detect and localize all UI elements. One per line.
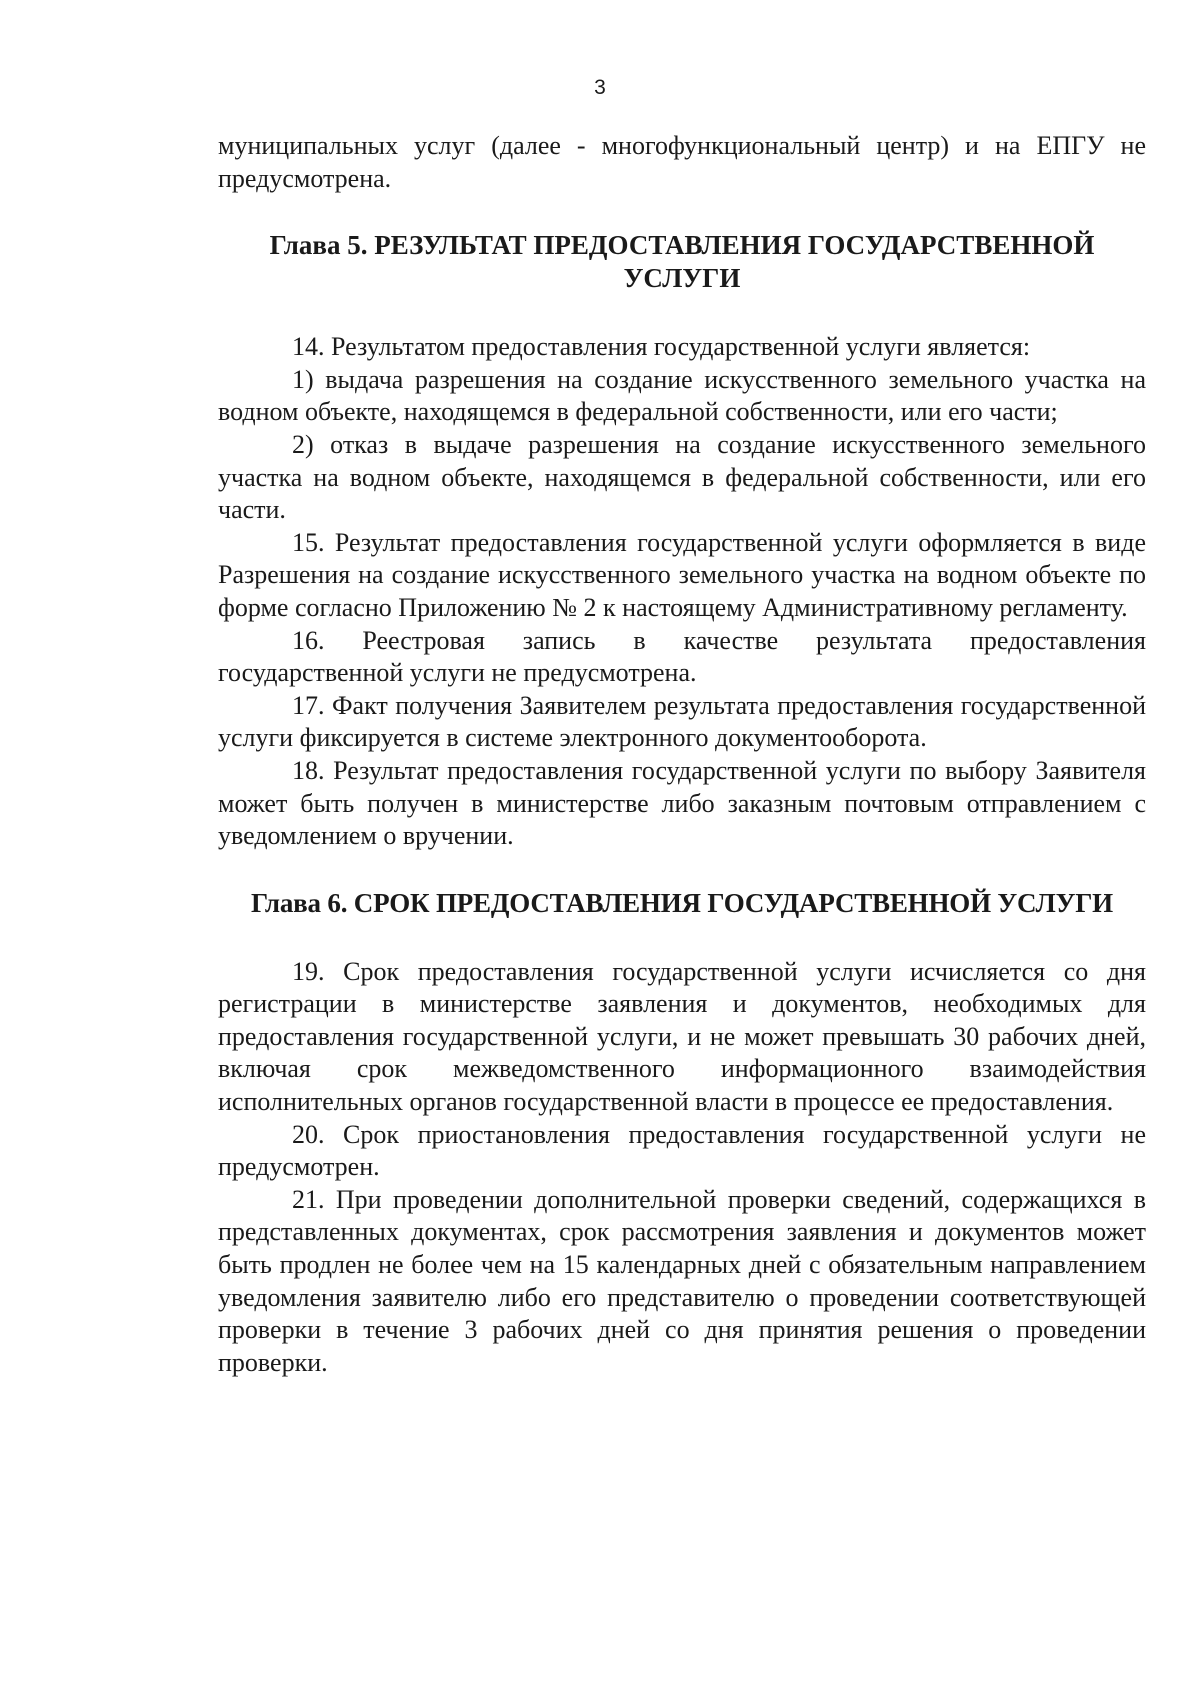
page-number: 3 <box>594 76 606 99</box>
paragraph-21: 21. При проведении дополнительной проверки сведений, содержащихся в представленных документах, срок рассмотрения заявления и документов может быть продлен не более чем на 15 календарных дней с обязательным направлением уведомления заявителю либо его представителю о проведении соответствующей проверки в течение 3 рабочих дней со дня принятия решения о проведении проверки. <box>218 1184 1146 1377</box>
paragraph-14: 14. Результатом предоставления государственной услуги является: <box>292 332 1031 362</box>
paragraph-17: 17. Факт получения Заявителем результата предоставления государственной услуги фиксируется в системе электронного документооборота. <box>218 690 1146 753</box>
paragraph-14-item-1: 1) выдача разрешения на создание искусственного земельного участка на водном объекте, находящемся в федеральной собственности, или его части; <box>218 364 1146 427</box>
paragraph-14-item-2: 2) отказ в выдаче разрешения на создание искусственного земельного участка на водном объекте, находящемся в федеральной собственности, или его части. <box>218 429 1146 525</box>
paragraph-18: 18. Результат предоставления государственной услуги по выбору Заявителя может быть получен в министерстве либо заказным почтовым отправлением с уведомлением о вручении. <box>218 755 1146 851</box>
paragraph-15: 15. Результат предоставления государственной услуги оформляется в виде Разрешения на создание искусственного земельного участка на водном объекте по форме согласно Приложению № 2 к настоящему Административному регламенту. <box>218 527 1146 622</box>
paragraph-16: 16. Реестровая запись в качестве результата предоставления государственной услуги не предусмотрена. <box>218 625 1146 688</box>
document-body <box>218 130 1146 1379</box>
paragraph-19: 19. Срок предоставления государственной услуги исчисляется со дня регистрации в министерстве заявления и документов, необходимых для предоставления государственной услуги, и не может превышать 30 рабочих дней, включая срок межведомственного информационного взаимодействия исполнительных органов государственной власти в процессе ее предоставления. <box>218 956 1146 1117</box>
chapter-6-heading: Глава 6. СРОК ПРЕДОСТАВЛЕНИЯ ГОСУДАРСТВЕННОЙ УСЛУГИ <box>250 887 1113 918</box>
intro-paragraph: муниципальных услуг (далее - многофункциональный центр) и на ЕПГУ не предусмотрена. <box>218 131 1146 193</box>
paragraph-20: 20. Срок приостановления предоставления государственной услуги не предусмотрен. <box>218 1119 1146 1182</box>
chapter-5-heading: Глава 5. РЕЗУЛЬТАТ ПРЕДОСТАВЛЕНИЯ ГОСУДАРСТВЕННОЙ УСЛУГИ <box>269 230 1095 294</box>
